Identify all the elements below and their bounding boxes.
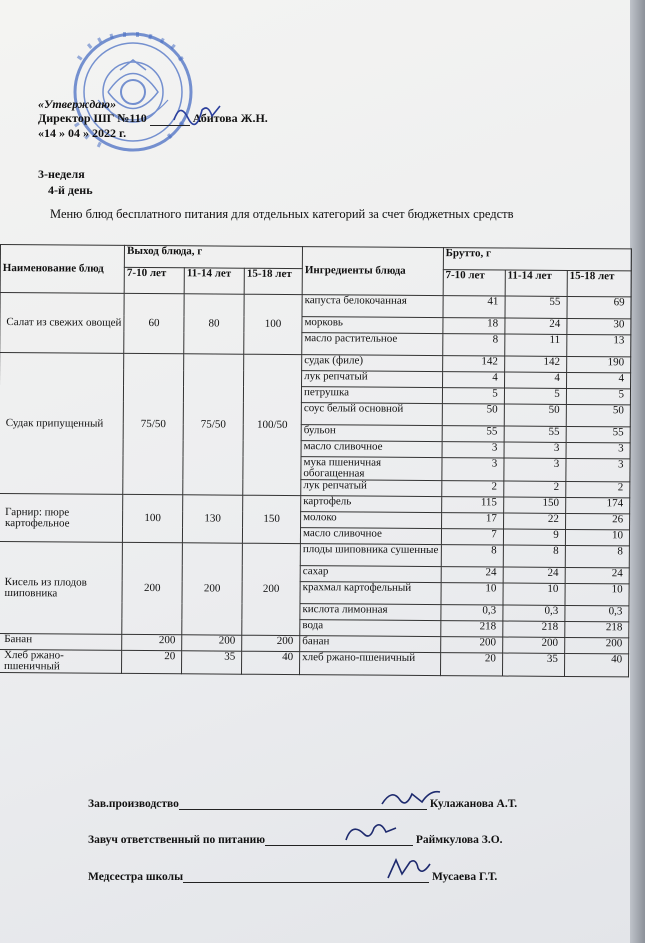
approval-date: «14 » 04 » 2022 г. — [38, 126, 127, 140]
ingredient-name: хлеб ржано-пшеничный — [300, 652, 441, 676]
ingredient-gross: 10 — [565, 583, 629, 605]
ingredient-gross: 11 — [504, 334, 566, 356]
ingredient-name: масло сливочное — [301, 441, 442, 458]
signature-name: Мусаева Г.Т. — [431, 871, 498, 883]
signature-name: Кулажанова А.Т. — [429, 798, 518, 810]
ingredient-name: морковь — [302, 317, 443, 334]
dish-name: Кисель из плодов шиповника — [0, 541, 123, 634]
table-row — [0, 293, 631, 319]
ingredient-name: лук репчатый — [302, 371, 443, 388]
dish-yield: 200 — [242, 635, 300, 651]
signature-role: Зав.производство — [88, 798, 179, 810]
signature-role: Медсестра школы — [88, 871, 184, 883]
ingredient-gross: 41 — [443, 296, 505, 318]
ingredient-gross: 8 — [565, 545, 629, 567]
ingredient-gross: 174 — [565, 497, 629, 513]
dish-yield: 100/50 — [243, 354, 302, 495]
dish-yield: 75/50 — [183, 354, 244, 495]
ingredient-gross: 10 — [503, 583, 565, 605]
signature-role: Завуч ответственный по питанию — [88, 834, 265, 846]
header-gross: Брутто, г — [443, 248, 631, 271]
ingredient-gross: 150 — [503, 497, 565, 513]
ingredient-gross: 4 — [442, 372, 504, 388]
ingredient-name: судак (филе) — [302, 355, 443, 372]
ingredient-gross: 22 — [503, 513, 565, 529]
dish-name: Банан — [0, 633, 122, 650]
ingredient-name: крахмал картофельный — [300, 582, 441, 605]
ingredient-gross: 20 — [440, 653, 502, 676]
dish-name: Салат из свежих овощей — [0, 293, 124, 354]
ingredient-gross: 115 — [441, 497, 503, 513]
handwritten-signature — [384, 854, 434, 882]
menu-table — [0, 244, 632, 677]
ingredient-gross: 40 — [564, 653, 628, 676]
ingredient-gross: 0,3 — [503, 605, 565, 621]
director-name: Абитова Ж.Н. — [192, 111, 268, 125]
ingredient-gross: 200 — [440, 637, 502, 653]
dish-yield: 200 — [122, 542, 183, 634]
ingredient-gross: 200 — [502, 637, 564, 653]
header-gross-age: 15-18 лет — [567, 270, 631, 296]
ingredient-gross: 3 — [504, 458, 566, 481]
ingredient-gross: 10 — [441, 583, 503, 605]
ingredient-name: петрушка — [301, 387, 442, 404]
ingredient-gross: 3 — [504, 442, 566, 458]
ingredient-name: плоды шиповника сушенные — [300, 544, 441, 567]
table-row — [0, 541, 629, 567]
director-line — [38, 111, 268, 126]
dish-name: Хлеб ржано-пшеничный — [0, 649, 122, 673]
ingredient-name: соус белый основной — [301, 403, 442, 426]
table-row — [0, 649, 629, 676]
dish-yield: 40 — [242, 651, 300, 674]
ingredient-name: масло растительное — [302, 333, 443, 356]
ingredient-gross: 200 — [564, 637, 628, 653]
ingredient-name: капуста белокочанная — [302, 295, 443, 318]
handwritten-signature — [340, 818, 400, 846]
ingredient-gross: 142 — [442, 356, 504, 372]
ingredient-gross: 3 — [442, 442, 504, 458]
dish-yield: 100 — [123, 494, 183, 542]
ingredient-gross: 4 — [566, 372, 630, 388]
ingredient-name: мука пшеничная обогащенная — [301, 457, 442, 481]
ingredient-gross: 24 — [441, 567, 503, 583]
ingredient-gross: 0,3 — [441, 605, 503, 621]
page-edge-shadow — [630, 0, 645, 943]
ingredient-gross: 55 — [566, 426, 630, 442]
signature-line — [183, 882, 429, 883]
dish-yield: 200 — [182, 635, 242, 651]
ingredient-gross: 7 — [441, 529, 503, 545]
ingredient-gross: 5 — [566, 388, 630, 404]
header-yield: Выход блюда, г — [124, 245, 302, 268]
week-label: 3-неделя — [38, 167, 85, 181]
ingredient-gross: 26 — [565, 513, 629, 529]
signature-name: Раймкулова З.О. — [415, 834, 503, 846]
ingredient-gross: 0,3 — [565, 605, 629, 621]
ingredient-gross: 24 — [503, 567, 565, 583]
ingredient-gross: 50 — [566, 404, 630, 426]
ingredient-gross: 10 — [565, 529, 629, 545]
ingredient-gross: 18 — [443, 318, 505, 334]
dish-yield: 200 — [182, 543, 243, 635]
ingredient-gross: 2 — [441, 481, 503, 497]
header-yield-age: 7-10 лет — [124, 267, 184, 293]
ingredient-name: картофель — [301, 496, 442, 513]
ingredient-gross: 218 — [503, 621, 565, 637]
dish-yield: 60 — [124, 293, 184, 353]
ingredient-gross: 17 — [441, 513, 503, 529]
header-gross-age: 7-10 лет — [443, 270, 505, 296]
ingredient-gross: 2 — [503, 481, 565, 497]
ingredient-gross: 218 — [565, 621, 629, 637]
ingredient-gross: 50 — [442, 404, 504, 426]
dish-yield: 75/50 — [123, 353, 184, 494]
ingredient-gross: 8 — [441, 545, 503, 567]
dish-yield: 200 — [122, 634, 182, 650]
dish-yield: 130 — [183, 495, 243, 543]
ingredient-gross: 24 — [505, 318, 567, 334]
ingredient-name: лук репчатый — [301, 480, 442, 497]
ingredient-gross: 5 — [442, 388, 504, 404]
ingredient-gross: 2 — [566, 481, 630, 497]
day-label: 4-й день — [48, 183, 93, 197]
ingredient-gross: 190 — [566, 356, 630, 372]
ingredient-name: банан — [300, 636, 441, 653]
menu-title: Меню блюд бесплатного питания для отдельных категорий за счет бюджетных средств — [50, 207, 514, 221]
header-yield-age: 15-18 лет — [244, 268, 302, 294]
dish-yield: 100 — [244, 294, 302, 354]
signature-row — [88, 834, 503, 846]
ingredient-gross: 55 — [505, 296, 567, 318]
ingredient-gross: 55 — [442, 426, 504, 442]
header-ingredients: Ингредиенты блюда — [302, 247, 443, 296]
dish-name: Гарнир: пюре картофельное — [0, 493, 123, 542]
ingredient-gross: 5 — [504, 388, 566, 404]
dish-yield: 80 — [184, 294, 244, 354]
handwritten-signature — [378, 786, 448, 810]
ingredient-gross: 3 — [566, 458, 630, 481]
ingredient-name: сахар — [300, 566, 441, 583]
ingredient-gross: 30 — [567, 318, 631, 334]
ingredient-gross: 24 — [565, 567, 629, 583]
ingredient-gross: 218 — [440, 621, 502, 637]
ingredient-gross: 8 — [503, 545, 565, 567]
signature-row — [88, 871, 497, 883]
dish-yield: 150 — [243, 495, 301, 543]
ingredient-gross: 8 — [442, 334, 504, 356]
ingredient-gross: 142 — [504, 356, 566, 372]
ingredient-name: кислота лимонная — [300, 604, 441, 621]
ingredient-name: масло сливочное — [300, 528, 441, 545]
ingredient-name: бульон — [301, 425, 442, 442]
director-title: Директор ШГ №110 — [38, 111, 147, 125]
dish-yield: 35 — [182, 651, 242, 674]
ingredient-gross: 4 — [504, 372, 566, 388]
header-gross-age: 11-14 лет — [505, 270, 567, 296]
signature-row — [88, 798, 517, 810]
ingredient-name: вода — [300, 620, 441, 637]
menu-table-body — [0, 293, 631, 677]
dish-yield: 20 — [122, 650, 182, 673]
header-dish: Наименование блюд — [0, 245, 124, 294]
header-yield-age: 11-14 лет — [184, 268, 244, 294]
dish-yield: 200 — [242, 543, 301, 635]
director-signature — [170, 98, 230, 128]
ingredient-gross: 69 — [567, 296, 631, 318]
ingredient-gross: 13 — [567, 334, 631, 356]
ingredient-gross: 35 — [502, 653, 564, 676]
ingredient-gross: 55 — [504, 426, 566, 442]
ingredient-name: молоко — [301, 512, 442, 529]
approval-label: «Утверждаю» — [38, 97, 117, 111]
ingredient-gross: 3 — [566, 442, 630, 458]
dish-name: Судак припущенный — [0, 353, 124, 495]
ingredient-gross: 9 — [503, 529, 565, 545]
ingredient-gross: 50 — [504, 404, 566, 426]
ingredient-gross: 3 — [442, 458, 504, 481]
